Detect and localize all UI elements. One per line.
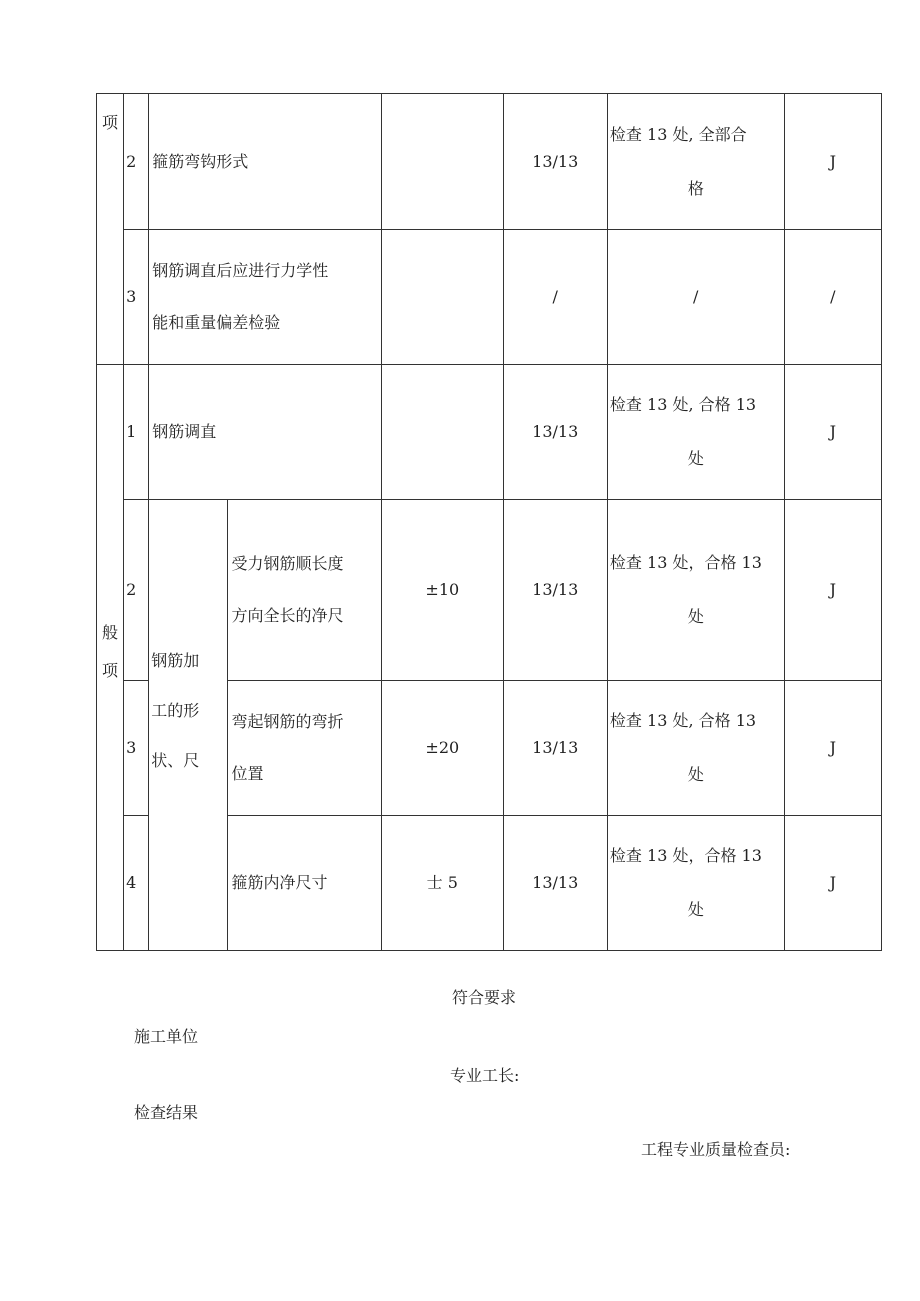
table-row xyxy=(97,365,882,500)
subgroup-line: 钢筋加 xyxy=(151,651,200,670)
inspection-record xyxy=(607,681,784,816)
inspection-record xyxy=(607,816,784,951)
result-mark: / xyxy=(784,230,881,365)
count-value: 13/13 xyxy=(503,500,607,681)
category-main-label: 项 xyxy=(102,113,119,132)
result-mark: J xyxy=(784,365,881,500)
row-number: 1 xyxy=(124,365,149,500)
item-line: 位置 xyxy=(231,764,264,783)
subgroup-line: 工的形 xyxy=(151,701,200,720)
result-mark: J xyxy=(784,816,881,951)
item-name: 箍筋内净尺寸 xyxy=(228,816,382,951)
category-general-cell xyxy=(97,365,124,951)
tolerance-value: ±10 xyxy=(382,500,503,681)
row-number: 2 xyxy=(124,500,149,681)
row-number: 2 xyxy=(124,94,149,230)
record-line: 检查 13 处，合格 13 xyxy=(609,553,762,572)
tolerance-value xyxy=(382,230,503,365)
table-row xyxy=(97,94,882,230)
row-number: 4 xyxy=(124,816,149,951)
row-number: 3 xyxy=(124,230,149,365)
subgroup-cell xyxy=(149,500,228,951)
count-value: 13/13 xyxy=(503,365,607,500)
count-value: / xyxy=(503,230,607,365)
record-line: 检查 13 处, 全部合 xyxy=(609,124,747,144)
row-number: 3 xyxy=(124,681,149,816)
item-name xyxy=(228,500,382,681)
inspection-record: / xyxy=(607,230,784,365)
record-line: 处 xyxy=(687,900,704,919)
category-general-label: 项 xyxy=(102,661,119,680)
item-name xyxy=(149,230,382,365)
category-main-cell xyxy=(97,94,124,365)
record-line: 检查 13 处, 合格 13 xyxy=(609,395,757,414)
item-name: 箍筋弯钩形式 xyxy=(149,94,382,230)
subgroup-line: 状、尺 xyxy=(151,751,200,770)
count-value: 13/13 xyxy=(503,681,607,816)
item-line: 弯起钢筋的弯折 xyxy=(231,712,344,731)
record-line: 处 xyxy=(687,607,704,626)
item-name xyxy=(228,681,382,816)
table-row xyxy=(97,230,882,365)
table-row xyxy=(97,500,882,681)
foreman-label: 专业工长: xyxy=(450,1066,520,1085)
inspection-table xyxy=(96,93,882,951)
result-mark: J xyxy=(784,681,881,816)
record-line: 格 xyxy=(687,178,704,198)
inspection-record xyxy=(607,94,784,230)
category-general-label: 般 xyxy=(102,623,119,642)
construction-unit-label: 施工单位 xyxy=(134,1027,199,1046)
item-line: 能和重量偏差检验 xyxy=(152,313,281,332)
item-line: 方向全长的净尺 xyxy=(231,606,344,625)
record-line: 检查 13 处，合格 13 xyxy=(609,846,762,865)
count-value: 13/13 xyxy=(503,94,607,230)
quality-inspector-label: 工程专业质量检查员: xyxy=(641,1140,791,1159)
inspection-sheet xyxy=(96,93,882,951)
item-name: 钢筋调直 xyxy=(149,365,382,500)
record-line: 处 xyxy=(687,449,704,468)
tolerance-value: ±20 xyxy=(382,681,503,816)
record-line: 处 xyxy=(687,765,704,784)
inspection-record xyxy=(607,365,784,500)
result-mark: J xyxy=(784,94,881,230)
check-result-label: 检查结果 xyxy=(134,1103,199,1122)
item-line: 受力钢筋顺长度 xyxy=(231,554,344,573)
record-line: 检查 13 处, 合格 13 xyxy=(609,711,757,730)
inspection-record xyxy=(607,500,784,681)
tolerance-value xyxy=(382,365,503,500)
conclusion-text: 符合要求 xyxy=(452,988,517,1007)
item-line: 钢筋调直后应进行力学性 xyxy=(152,261,329,280)
tolerance-value xyxy=(382,94,503,230)
result-mark: J xyxy=(784,500,881,681)
count-value: 13/13 xyxy=(503,816,607,951)
tolerance-value: 士 5 xyxy=(382,816,503,951)
